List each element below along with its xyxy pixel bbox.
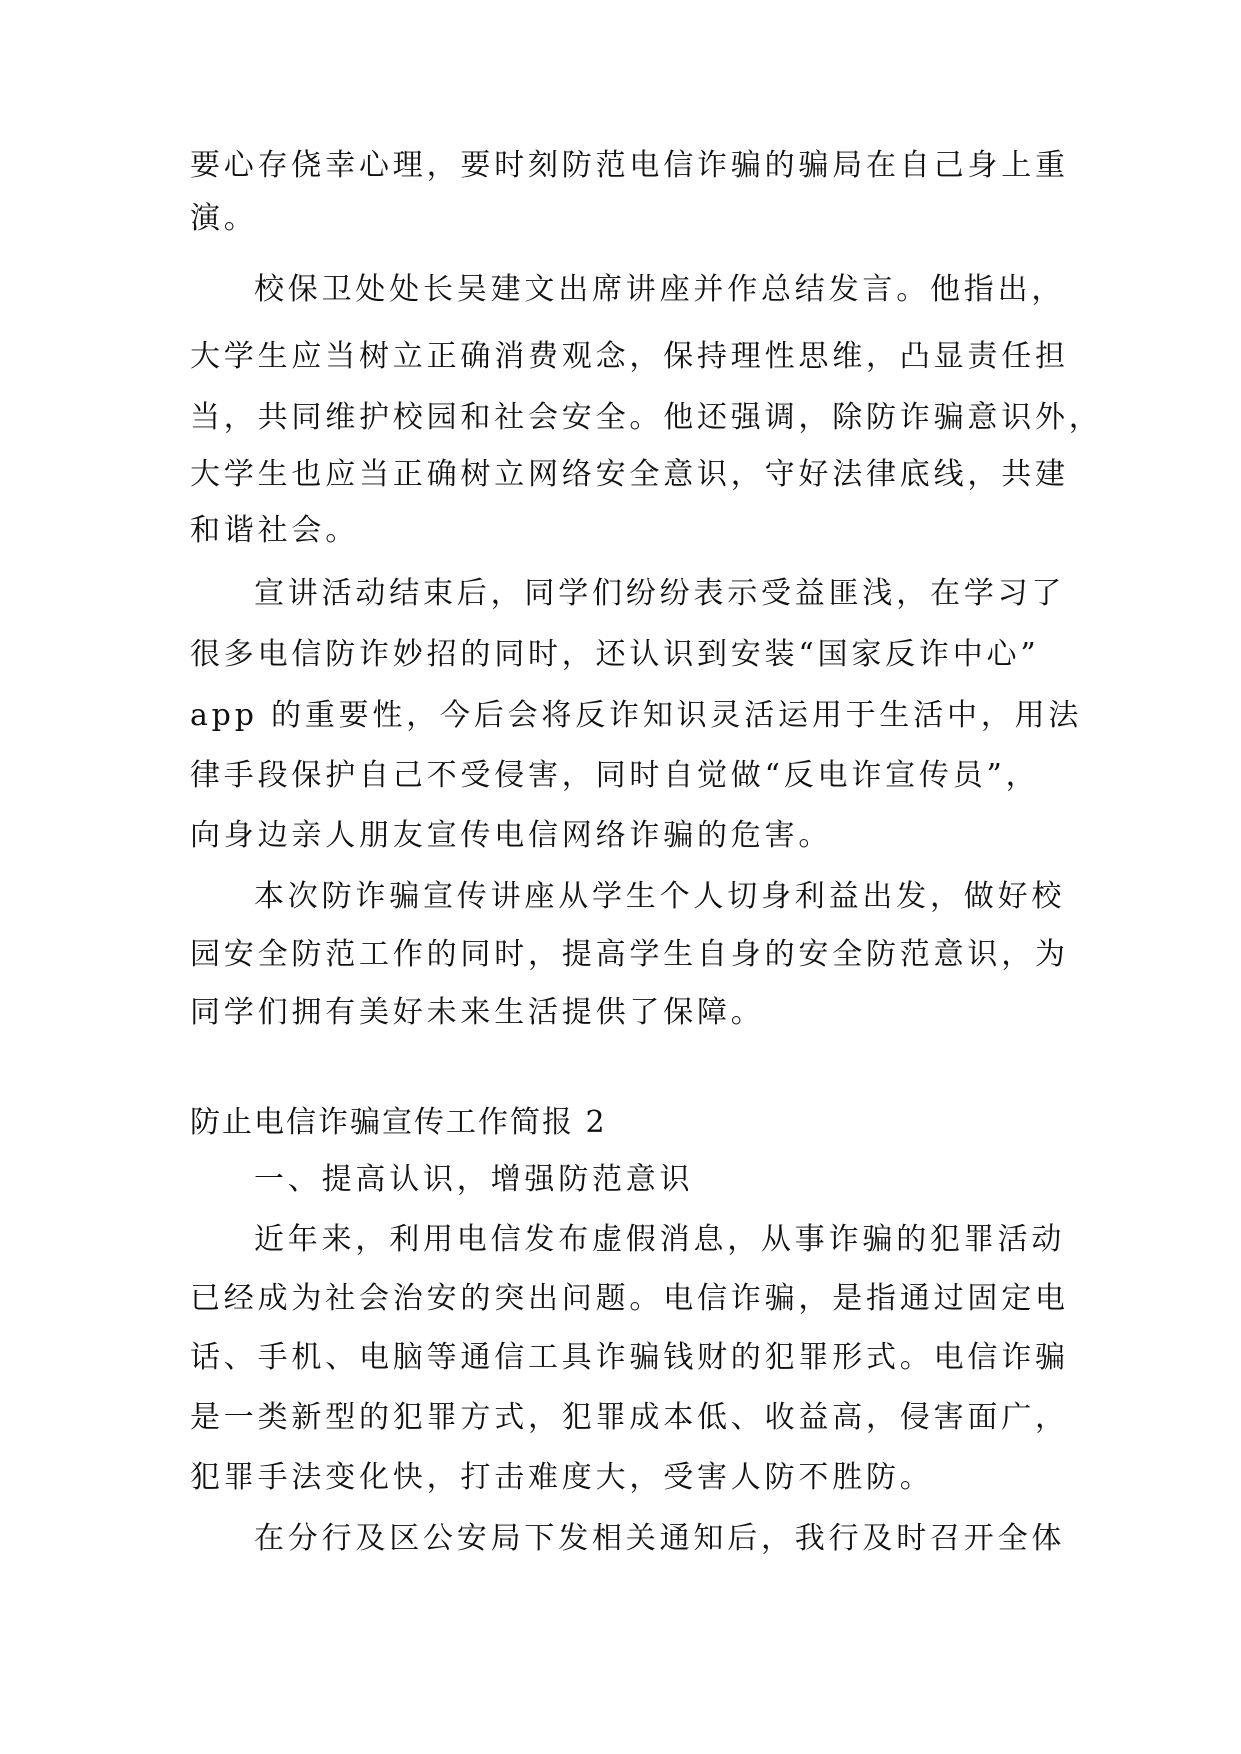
text-line: 宣讲活动结束后，同学们纷纷表示受益匪浅，在学习了 xyxy=(254,576,1066,611)
text-line: 很多电信防诈妙招的同时，还认识到安装“国家反诈中心” xyxy=(190,637,1040,672)
section-title: 防止电信诈骗宣传工作简报 2 xyxy=(190,1105,607,1140)
text-line: 大学生也应当正确树立网络安全意识，守好法律底线，共建 xyxy=(190,457,1069,492)
text-line: 在分行及区公安局下发相关通知后，我行及时召开全体 xyxy=(254,1521,1066,1556)
text-line: 律手段保护自己不受侵害，同时自觉做“反电诈宣传员”， xyxy=(190,758,1040,793)
text-line: 是一类新型的犯罪方式，犯罪成本低、收益高，侵害面广， xyxy=(190,1400,1069,1435)
text-line: 当，共同维护校园和社会安全。他还强调，除防诈骗意识外， xyxy=(190,400,1103,435)
text-line: 近年来，利用电信发布虚假消息，从事诈骗的犯罪活动 xyxy=(254,1222,1066,1257)
text-line: 向身边亲人朋友宣传电信网络诈骗的危害。 xyxy=(190,818,833,853)
text-line: app 的重要性，今后会将反诈知识灵活运用于生活中，用法 xyxy=(190,698,1083,733)
text-line: 园安全防范工作的同时，提高学生自身的安全防范意识，为 xyxy=(190,937,1069,972)
text-line: 大学生应当树立正确消费观念，保持理性思维，凸显责任担 xyxy=(190,339,1069,374)
text-line: 同学们拥有美好未来生活提供了保障。 xyxy=(190,995,765,1030)
text-line: 要心存侥幸心理，要时刻防范电信诈骗的骗局在自己身上重 xyxy=(190,148,1069,183)
subheading: 一、提高认识，增强防范意识 xyxy=(254,1162,694,1197)
text-line: 话、手机、电脑等通信工具诈骗钱财的犯罪形式。电信诈骗 xyxy=(190,1340,1069,1375)
text-line: 和谐社会。 xyxy=(190,513,359,548)
text-line: 校保卫处处长吴建文出席讲座并作总结发言。他指出， xyxy=(254,272,1066,307)
text-line: 犯罪手法变化快，打击难度大，受害人防不胜防。 xyxy=(190,1460,934,1495)
text-line: 本次防诈骗宣传讲座从学生个人切身利益出发，做好校 xyxy=(254,879,1066,914)
text-line: 已经成为社会治安的突出问题。电信诈骗，是指通过固定电 xyxy=(190,1281,1069,1316)
text-line: 演。 xyxy=(190,201,258,236)
